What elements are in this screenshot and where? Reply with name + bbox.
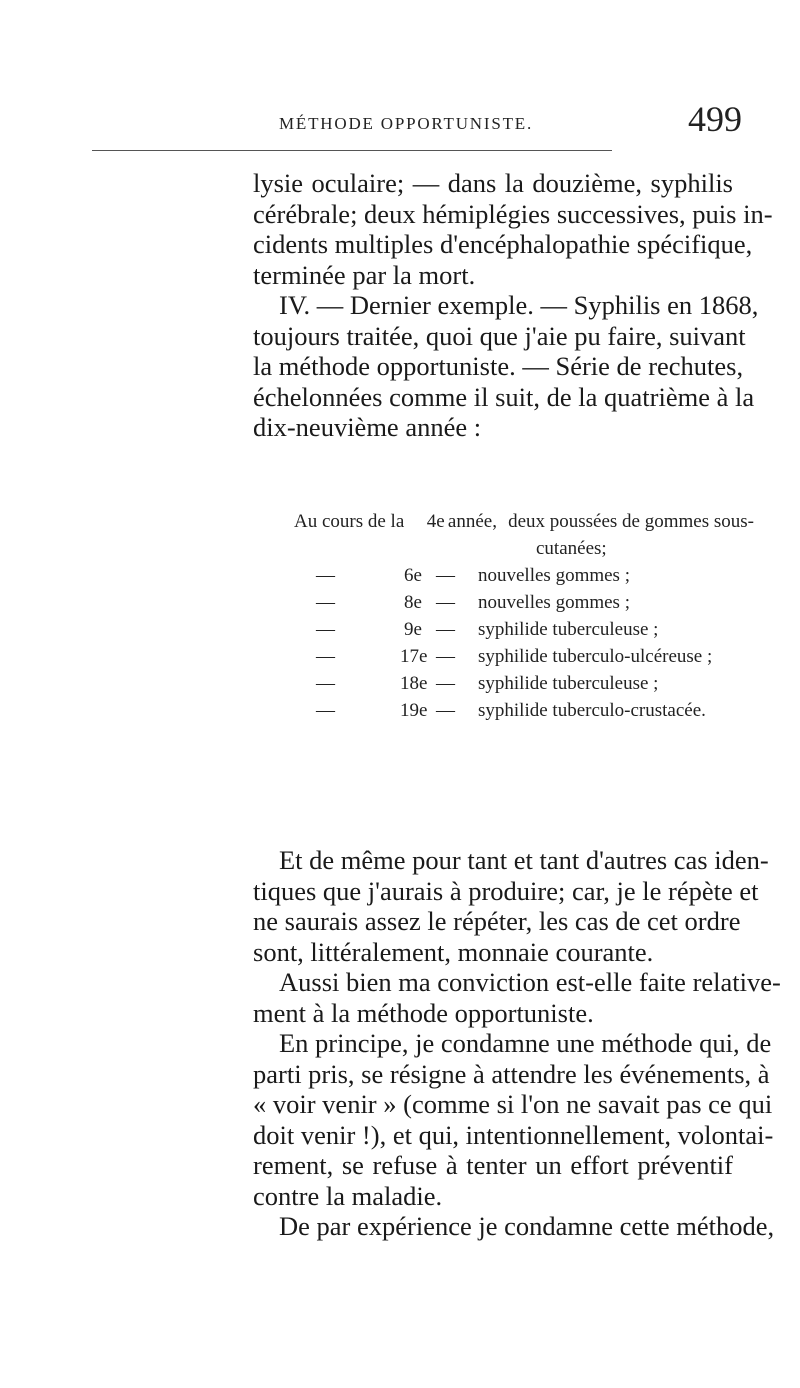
relapse-year: 19e: [400, 700, 428, 721]
relapse-dash: —: [436, 592, 455, 613]
relapse-year: 4e: [426, 511, 445, 532]
paragraph-5-line: En principe, je condamne une méthode qui, de: [279, 1028, 772, 1058]
text-block-lower: [253, 845, 781, 1242]
relapse-lead: —: [316, 673, 335, 694]
relapse-year: 9e: [404, 619, 422, 640]
relapse-row: [294, 535, 754, 562]
paragraph-2-line: IV. — Dernier exemple. — Syphilis en 1868,: [279, 290, 759, 320]
relapse-text: syphilide tuberculo-crustacée.: [478, 700, 706, 721]
relapse-row: [294, 562, 754, 589]
relapse-year: 8e: [404, 592, 422, 613]
paragraph-1-line: cidents multiples d'encéphalopathie spécifique,: [253, 229, 753, 259]
paragraph-5-line: rement, se refuse à tenter un effort préventif: [253, 1150, 733, 1180]
paragraph-2-line: la méthode opportuniste. — Série de rechutes,: [253, 351, 744, 381]
relapse-text: syphilide tuberculo-ulcéreuse ;: [478, 646, 713, 667]
relapse-text: syphilide tuberculeuse ;: [478, 673, 659, 694]
paragraph-3-line: sont, littéralement, monnaie courante.: [253, 936, 654, 967]
paragraph-3-line: ne saurais assez le répéter, les cas de cet ordre: [253, 906, 741, 936]
paragraph-3-line: Et de même pour tant et tant d'autres cas iden-: [279, 845, 769, 875]
relapse-lead: Au cours de la: [294, 511, 405, 532]
paragraph-5-line: contre la maladie.: [253, 1180, 443, 1211]
relapse-row: [294, 589, 754, 616]
relapse-text: nouvelles gommes ;: [478, 592, 630, 613]
paragraph-5-line: « voir venir » (comme si l'on ne savait pas ce qui: [253, 1089, 773, 1119]
text-block-upper: [253, 168, 773, 443]
relapse-text: cutanées;: [536, 538, 607, 559]
paragraph-1-line: terminée par la mort.: [253, 259, 476, 290]
header-rule: [92, 150, 612, 151]
paragraph-4-line: Aussi bien ma conviction est-elle faite relative-: [279, 967, 781, 997]
relapse-row: [294, 616, 754, 643]
paragraph-3-line: tiques que j'aurais à produire; car, je le répète et: [253, 875, 759, 906]
paragraph-5-line: doit venir !), et qui, intentionnellement, volontai-: [253, 1119, 774, 1150]
relapse-lead: —: [316, 700, 335, 721]
relapse-text: syphilide tuberculeuse ;: [478, 619, 659, 640]
paragraph-5-line: parti pris, se résigne à attendre les événements, à: [253, 1058, 770, 1089]
relapse-row: [294, 670, 754, 697]
relapse-dash: —: [436, 619, 455, 640]
relapse-lead: —: [316, 592, 335, 613]
relapse-year: 18e: [400, 673, 428, 694]
relapse-table: [294, 508, 754, 724]
paragraph-2-line: dix-neuvième année :: [253, 412, 482, 442]
page-number: 499: [688, 99, 742, 139]
paragraph-2-line: toujours traitée, quoi que j'aie pu faire, suivant: [253, 320, 746, 351]
relapse-row: [294, 697, 754, 724]
relapse-lead: —: [316, 646, 335, 667]
relapse-dash: —: [436, 565, 455, 586]
paragraph-4-line: ment à la méthode opportuniste.: [253, 997, 594, 1028]
relapse-text: deux poussées de gommes sous-: [508, 511, 754, 532]
relapse-lead: —: [316, 619, 335, 640]
relapse-row: [294, 643, 754, 670]
relapse-dash: —: [436, 700, 455, 721]
paragraph-1-line: cérébrale; deux hémiplégies successives, puis in-: [253, 198, 773, 229]
relapse-dash: —: [436, 646, 455, 667]
relapse-text: nouvelles gommes ;: [478, 565, 630, 586]
paragraph-1-line: lysie oculaire; — dans la douzième, syphilis: [253, 168, 733, 198]
relapse-dash: année,: [447, 511, 497, 532]
relapse-year: 6e: [404, 565, 422, 586]
relapse-year: 17e: [400, 646, 428, 667]
relapse-dash: —: [436, 673, 455, 694]
paragraph-6-line: De par expérience je condamne cette méthode,: [279, 1211, 775, 1241]
running-title: MÉTHODE OPPORTUNISTE.: [279, 114, 534, 133]
relapse-row: [294, 508, 754, 535]
relapse-lead: —: [316, 565, 335, 586]
paragraph-2-line: échelonnées comme il suit, de la quatrième à la: [253, 381, 755, 412]
